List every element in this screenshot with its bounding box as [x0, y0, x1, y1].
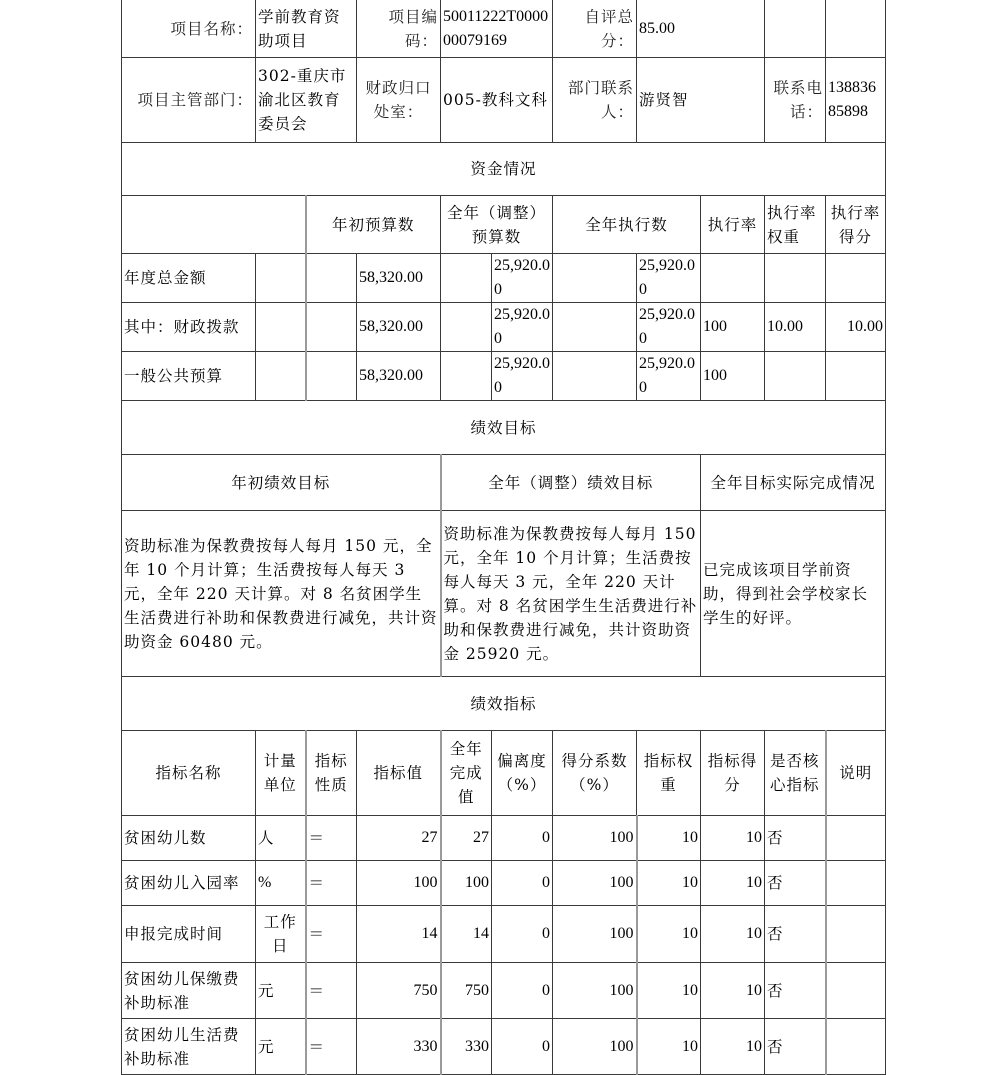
ind-nature: ＝ — [306, 1019, 357, 1075]
ind-target: 330 — [357, 1019, 441, 1075]
funds-score: 10.00 — [826, 303, 886, 352]
ind-unit: % — [256, 861, 306, 906]
empty-cell — [441, 303, 492, 352]
ind-score: 10 — [701, 816, 765, 861]
ind-score: 10 — [701, 1019, 765, 1075]
empty-cell — [441, 254, 492, 303]
funds-row — [122, 352, 886, 401]
ind-unit: 元 — [256, 963, 306, 1019]
ind-core: 否 — [765, 906, 826, 963]
empty-cell — [306, 352, 357, 401]
ind-note — [826, 1019, 886, 1075]
empty-cell — [765, 0, 826, 58]
self-score-value: 85.00 — [637, 0, 765, 58]
goals-initial-text: 资助标准为保教费按每人每月 150 元，全年 10 个月计算；生活费按每人每天 3 元，全年 220 天计算。对 8 名贫困学生生活费进行补助和保教费进行减免，共计资助资金 60480 元。 — [122, 511, 441, 677]
funds-executed: 25,920.00 — [637, 352, 701, 401]
funds-score — [826, 254, 886, 303]
indicators-section-header — [122, 677, 886, 731]
funds-header-initial: 年初预算数 — [306, 196, 441, 254]
empty-cell — [256, 352, 306, 401]
empty-cell — [553, 254, 637, 303]
ind-header-score: 指标得分 — [701, 731, 765, 816]
funds-initial: 58,320.00 — [357, 254, 441, 303]
funds-executed: 25,920.00 — [637, 254, 701, 303]
project-info-row-2 — [122, 58, 886, 143]
ind-coef: 100 — [553, 861, 637, 906]
goals-actual-text: 已完成该项目学前资助，得到社会学校家长学生的好评。 — [701, 511, 886, 677]
funds-initial: 58,320.00 — [357, 352, 441, 401]
ind-note — [826, 906, 886, 963]
empty-cell — [441, 352, 492, 401]
ind-weight: 10 — [637, 963, 701, 1019]
goals-header-actual: 全年目标实际完成情况 — [701, 455, 886, 511]
funds-rate: 100 — [701, 303, 765, 352]
empty-cell — [256, 254, 306, 303]
funds-row-label: 其中：财政拨款 — [122, 303, 256, 352]
ind-unit: 人 — [256, 816, 306, 861]
funds-weight: 10.00 — [765, 303, 826, 352]
ind-name: 贫困幼儿入园率 — [122, 861, 256, 906]
ind-deviation: 0 — [492, 816, 553, 861]
ind-weight: 10 — [637, 816, 701, 861]
ind-score: 10 — [701, 963, 765, 1019]
ind-nature: ＝ — [306, 963, 357, 1019]
self-score-label: 自评总分： — [553, 0, 637, 58]
funds-rate — [701, 254, 765, 303]
project-code-label: 项目编码： — [357, 0, 441, 58]
finance-office-label: 财政归口处室： — [357, 58, 441, 143]
ind-actual: 750 — [441, 963, 492, 1019]
ind-core: 否 — [765, 963, 826, 1019]
ind-nature: ＝ — [306, 906, 357, 963]
empty-cell — [553, 303, 637, 352]
ind-target: 100 — [357, 861, 441, 906]
funds-executed: 25,920.00 — [637, 303, 701, 352]
ind-header-target: 指标值 — [357, 731, 441, 816]
ind-deviation: 0 — [492, 1019, 553, 1075]
contact-value: 游贤智 — [637, 58, 765, 143]
empty-cell — [826, 0, 886, 58]
empty-cell — [306, 254, 357, 303]
indicator-row — [122, 816, 886, 861]
project-code-value: 50011222T000000079169 — [441, 0, 553, 58]
ind-unit: 工作日 — [256, 906, 306, 963]
funds-weight — [765, 352, 826, 401]
ind-actual: 100 — [441, 861, 492, 906]
ind-note — [826, 861, 886, 906]
ind-header-core: 是否核心指标 — [765, 731, 826, 816]
ind-coef: 100 — [553, 1019, 637, 1075]
indicator-row — [122, 1019, 886, 1075]
funds-adjusted: 25,920.00 — [492, 254, 553, 303]
funds-header-rate: 执行率 — [701, 196, 765, 254]
ind-deviation: 0 — [492, 963, 553, 1019]
funds-rate: 100 — [701, 352, 765, 401]
ind-weight: 10 — [637, 906, 701, 963]
ind-deviation: 0 — [492, 861, 553, 906]
ind-actual: 27 — [441, 816, 492, 861]
performance-evaluation-table — [121, 0, 886, 1075]
empty-cell — [306, 303, 357, 352]
ind-header-unit: 计量单位 — [256, 731, 306, 816]
project-name-label: 项目名称： — [122, 0, 256, 58]
ind-weight: 10 — [637, 861, 701, 906]
funds-header-score: 执行率得分 — [826, 196, 886, 254]
funds-section-header — [122, 143, 886, 196]
ind-score: 10 — [701, 906, 765, 963]
ind-target: 750 — [357, 963, 441, 1019]
ind-core: 否 — [765, 816, 826, 861]
ind-coef: 100 — [553, 906, 637, 963]
ind-name: 贫困幼儿数 — [122, 816, 256, 861]
ind-header-coef: 得分系数（%） — [553, 731, 637, 816]
funds-row-label: 年度总金额 — [122, 254, 256, 303]
ind-header-actual: 全年完成值 — [441, 731, 492, 816]
funds-adjusted: 25,920.00 — [492, 352, 553, 401]
goals-header-initial: 年初绩效目标 — [122, 455, 441, 511]
ind-header-weight: 指标权重 — [637, 731, 701, 816]
ind-weight: 10 — [637, 1019, 701, 1075]
empty-cell — [553, 352, 637, 401]
funds-row — [122, 303, 886, 352]
phone-value: 13883685898 — [826, 58, 886, 143]
project-name-value: 学前教育资助项目 — [256, 0, 357, 58]
funds-score — [826, 352, 886, 401]
ind-name: 申报完成时间 — [122, 906, 256, 963]
funds-initial: 58,320.00 — [357, 303, 441, 352]
ind-deviation: 0 — [492, 906, 553, 963]
funds-row — [122, 254, 886, 303]
goals-adjusted-text: 资助标准为保教费按每人每月 150 元，全年 10 个月计算；生活费按每人每天 3 元，全年 220 天计算。对 8 名贫困学生生活费进行补助和保教费进行减免，共计资助资金 25920 元。 — [441, 511, 701, 677]
goals-header-row — [122, 455, 886, 511]
goals-content-row — [122, 511, 886, 677]
ind-name: 贫困幼儿保缴费补助标准 — [122, 963, 256, 1019]
funds-header-adjusted: 全年（调整）预算数 — [441, 196, 553, 254]
finance-office-value: 005-教科文科 — [441, 58, 553, 143]
funds-header-executed: 全年执行数 — [553, 196, 701, 254]
ind-coef: 100 — [553, 963, 637, 1019]
funds-adjusted: 25,920.00 — [492, 303, 553, 352]
ind-core: 否 — [765, 1019, 826, 1075]
ind-header-deviation: 偏离度（%） — [492, 731, 553, 816]
ind-actual: 330 — [441, 1019, 492, 1075]
ind-nature: ＝ — [306, 861, 357, 906]
funds-header-blank — [122, 196, 306, 254]
indicator-row — [122, 861, 886, 906]
ind-target: 27 — [357, 816, 441, 861]
funds-weight — [765, 254, 826, 303]
ind-target: 14 — [357, 906, 441, 963]
funds-section-title: 资金情况 — [122, 143, 886, 196]
indicator-row — [122, 906, 886, 963]
indicators-section-title: 绩效指标 — [122, 677, 886, 731]
indicator-row — [122, 963, 886, 1019]
funds-header-weight: 执行率权重 — [765, 196, 826, 254]
ind-core: 否 — [765, 861, 826, 906]
dept-value: 302-重庆市渝北区教育委员会 — [256, 58, 357, 143]
funds-header-row — [122, 196, 886, 254]
goals-section-title: 绩效目标 — [122, 401, 886, 455]
ind-score: 10 — [701, 861, 765, 906]
ind-header-note: 说明 — [826, 731, 886, 816]
ind-note — [826, 963, 886, 1019]
goals-section-header — [122, 401, 886, 455]
dept-label: 项目主管部门： — [122, 58, 256, 143]
ind-nature: ＝ — [306, 816, 357, 861]
contact-label: 部门联系人： — [553, 58, 637, 143]
phone-label: 联系电话： — [765, 58, 826, 143]
ind-note — [826, 816, 886, 861]
ind-actual: 14 — [441, 906, 492, 963]
ind-coef: 100 — [553, 816, 637, 861]
indicators-header-row — [122, 731, 886, 816]
project-info-row-1 — [122, 0, 886, 58]
ind-header-nature: 指标性质 — [306, 731, 357, 816]
funds-row-label: 一般公共预算 — [122, 352, 256, 401]
empty-cell — [256, 303, 306, 352]
ind-name: 贫困幼儿生活费补助标准 — [122, 1019, 256, 1075]
ind-unit: 元 — [256, 1019, 306, 1075]
ind-header-name: 指标名称 — [122, 731, 256, 816]
goals-header-adjusted: 全年（调整）绩效目标 — [441, 455, 701, 511]
